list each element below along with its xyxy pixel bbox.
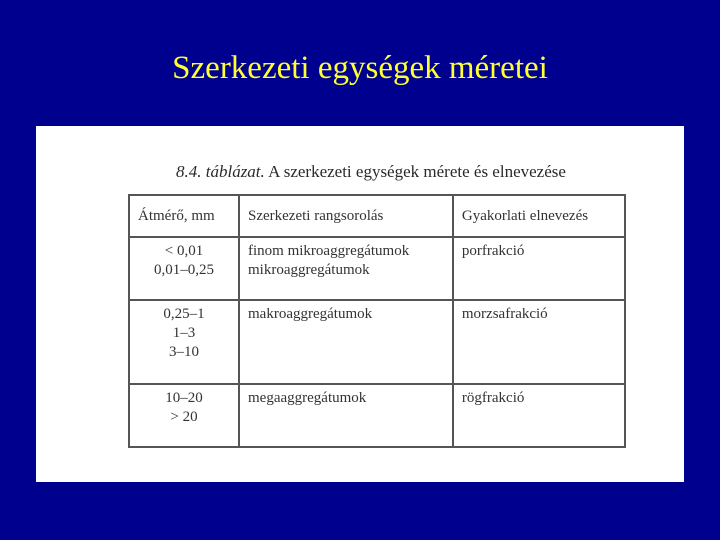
diameter-cell xyxy=(129,300,239,384)
table-row xyxy=(129,237,625,300)
scanned-table-image xyxy=(36,126,684,482)
ranking-value: megaaggregátumok xyxy=(248,389,367,406)
practical-name-cell: rögfrakció xyxy=(453,384,625,447)
ranking-value: finom mikroaggregátumok xyxy=(248,243,410,259)
diameter-value: 0,01–0,25 xyxy=(154,262,214,278)
ranking-cell xyxy=(239,237,453,300)
diameter-value: < 0,01 xyxy=(164,243,204,259)
slide-title: Szerkezeti egységek méretei xyxy=(172,50,548,86)
practical-name-cell: morzsafrakció xyxy=(453,300,625,384)
diameter-value: 0,25–1 xyxy=(163,306,205,323)
aggregate-size-table xyxy=(128,194,626,448)
cropped-text-remnant xyxy=(296,126,646,132)
caption-number: 8.4. táblázat. xyxy=(176,162,265,181)
diameter-value: 1–3 xyxy=(172,325,196,342)
diameter-cell xyxy=(129,237,239,300)
diameter-value: 10–20 xyxy=(165,389,203,406)
ranking-value: makroaggregátumok xyxy=(248,306,373,323)
table-row xyxy=(129,300,625,384)
table-caption xyxy=(176,162,566,182)
ranking-value: mikroaggregátumok xyxy=(248,262,370,278)
header-ranking: Szerkezeti rangsorolás xyxy=(239,195,453,237)
table-header-row xyxy=(129,195,625,237)
header-practical-name: Gyakorlati elnevezés xyxy=(453,195,625,237)
ranking-cell xyxy=(239,300,453,384)
practical-name-cell: porfrakció xyxy=(453,237,625,300)
header-diameter: Átmérő, mm xyxy=(129,195,239,237)
ranking-cell xyxy=(239,384,453,447)
caption-text: A szerkezeti egységek mérete és elnevezése xyxy=(268,162,566,181)
diameter-value: > 20 xyxy=(170,408,198,425)
table-row xyxy=(129,384,625,447)
diameter-cell xyxy=(129,384,239,447)
diameter-value: 3–10 xyxy=(169,344,199,361)
